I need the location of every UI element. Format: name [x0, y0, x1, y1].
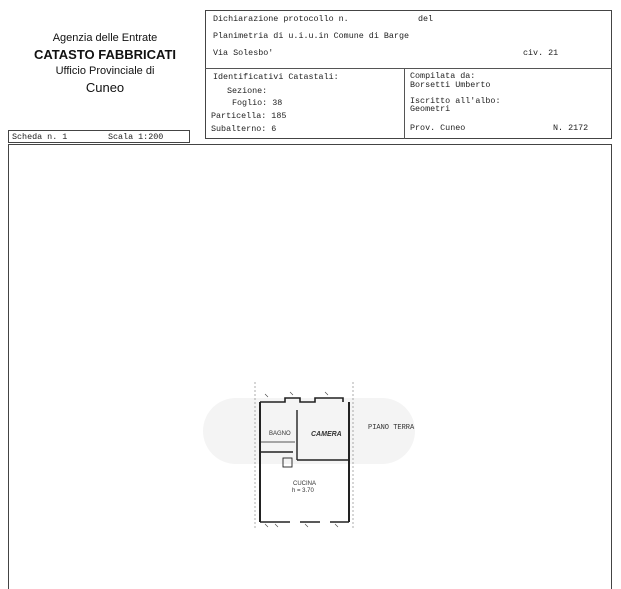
province: Prov. Cuneo: [410, 123, 466, 133]
del-label: del: [418, 14, 434, 24]
particella: Particella: 185: [211, 111, 287, 121]
floor-label: PIANO TERRA: [368, 424, 415, 432]
compiler-name: Borsetti Umberto: [410, 80, 491, 90]
identifiers-title: Identificativi Catastali:: [213, 72, 339, 82]
header-divider: [205, 68, 612, 69]
room-cucina: CUCINA: [293, 481, 317, 487]
room-camera: CAMERA: [311, 431, 342, 438]
agency-city: Cuneo: [85, 80, 125, 95]
scala: Scala 1:200: [108, 132, 164, 142]
iscritto-label: Iscritto all'albo:: [410, 96, 501, 106]
room-bagno: BAGNO: [269, 431, 291, 437]
compilata-label: Compilata da:: [410, 71, 476, 81]
address-text: Via Solesbo': [213, 48, 274, 58]
subalterno: Subalterno: 6: [211, 124, 277, 134]
agency-catasto: CATASTO FABBRICATI: [33, 47, 177, 62]
protocol-label: Dichiarazione protocollo n.: [213, 14, 349, 24]
room-height: h = 3.70: [292, 488, 314, 494]
planimetria-text: Planimetria di u.i.u.in Comune di Barge: [213, 31, 410, 41]
floor-plan: [245, 380, 365, 530]
header-vertical-divider: [404, 68, 405, 139]
scheda-number: Scheda n. 1: [12, 132, 68, 142]
foglio: Foglio: 38: [232, 98, 283, 108]
albo-number: N. 2172: [553, 123, 589, 133]
sezione: Sezione:: [227, 86, 268, 96]
agency-office: Ufficio Provinciale di: [55, 65, 155, 77]
profession: Geometri: [410, 104, 451, 114]
civic-number: civ. 21: [523, 48, 559, 58]
agency-name: Agenzia delle Entrate: [52, 32, 158, 44]
